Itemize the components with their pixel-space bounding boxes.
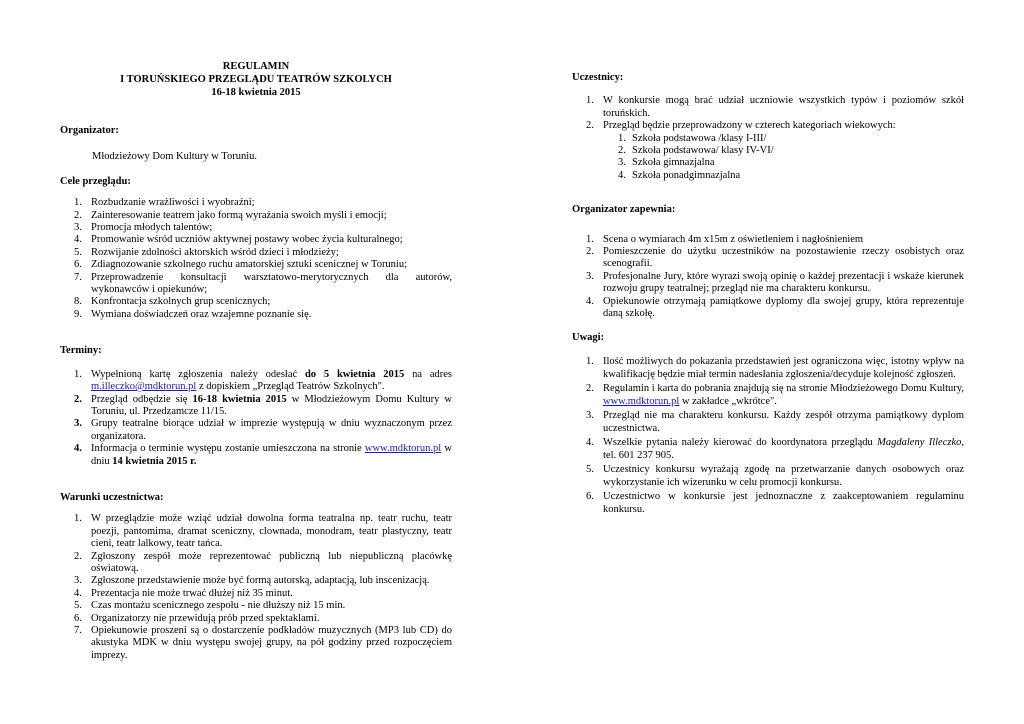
list-item: 3. Grupy teatralne biorące udział w imprezie występują w dniu wyznaczonym przez organizatora. (74, 418, 452, 442)
list-item: 3. Profesjonalne Jury, które wyrazi swoją opinię o każdej prezentacji i wskaże kierunek rozwoju grupy teatralnej; przegląd nie ma charakteru konkursu. (586, 270, 964, 295)
list-item: 4. Wszelkie pytania należy kierować do koordynatora przeglądu Magdaleny Illeczko, tel. 601 237 905. (586, 436, 964, 462)
list-item: 2. Pomieszczenie do użytku uczestników na pozostawienie rzeczy osobistych oraz scenografii. (586, 246, 964, 270)
list-item: 1. Rozbudzanie wrażliwości i wyobraźni; (74, 197, 255, 209)
zapewnia-list (572, 234, 964, 321)
list-item: 4. Promowanie wśród uczniów aktywnej postawy wobec życia kulturalnego; (74, 234, 403, 246)
list-item: 3. Szkoła gimnazjalna (618, 157, 715, 169)
uczestnicy-list (572, 95, 964, 182)
terminy-heading: Terminy: (60, 345, 102, 357)
title-line-2: I TORUŃSKIEGO PRZEGLĄDU TEATRÓW SZKOLYCH (120, 74, 392, 85)
organizator-name: Młodzieżowy Dom Kultury w Toruniu. (92, 151, 258, 163)
list-item: 1. Szkoła podstawowa /klasy I-III/ (618, 132, 767, 144)
list-item: 1. Scena o wymiarach 4m x15m z oświetleniem i nagłośnieniem (586, 233, 864, 245)
list-item: 8. Konfrontacja szkolnych grup scenicznych; (74, 296, 271, 308)
website-link[interactable]: www.mdktorun.pl (364, 443, 442, 455)
list-item: 2. Zgłoszony zespół może reprezentować publiczną lub niepubliczną placówkę oświatową. (74, 550, 452, 574)
title-line-3: 16-18 kwietnia 2015 (211, 87, 301, 98)
list-item: 2. Zainteresowanie teatrem jako formą wyrażania swoich myśli i emocji; (74, 209, 387, 221)
list-item: 9. Wymiana doświadczeń oraz wzajemne poznanie się. (74, 308, 312, 320)
list-item: 2. Przegląd odbędzie się 16-18 kwietnia 2015 w Młodzieżowym Domu Kultury w Toruniu, ul. Przedzamcze 11/15. (74, 393, 453, 417)
list-item: 1. W przeglądzie może wziąć udział dowolna forma teatralna np. teatr ruchu, teatr poezji, pantomima, dramat sceniczny, clownada, monodram, teatr plastyczny, teatr cieni, teatr lalkowy, teatr tańca. (74, 513, 452, 550)
cele-heading: Cele przeglądu: (60, 175, 131, 187)
list-item: 5. Rozwijanie zdolności aktorskich wśród dzieci i młodzieży; (74, 246, 339, 258)
list-item: 5. Czas montażu scenicznego zespołu - nie dłuższy niż 15 min. (74, 600, 346, 612)
warunki-heading: Warunki uczestnictwa: (60, 491, 164, 503)
website-link[interactable]: www.mdktorun.pl (603, 396, 680, 408)
list-item: 1. Wypełnioną kartę zgłoszenia należy odesłać do 5 kwietnia 2015 na adres m.illeczko@mdktorun.pl z dopiskiem „Przegląd Teatrów Szkolnych". (74, 368, 452, 393)
list-item: 7. Opiekunowie proszeni są o dostarczenie podkładów muzycznych (MP3 lub CD) do akustyka MDK w dniu występu swojej grupy, na pół godziny przed rozpoczęciem imprezy. (74, 625, 452, 661)
right-column (572, 72, 964, 517)
uczestnicy-heading: Uczestnicy: (572, 72, 624, 83)
list-item: 7. Przeprowadzenie konsultacji warsztatowo-merytorycznych dla autorów, wykonawców i opiekunów; (74, 271, 452, 296)
list-item: 6. Uczestnictwo w konkursie jest jednoznaczne z zaakceptowaniem regulaminu konkursu. (586, 490, 964, 516)
list-item: 2. Szkoła podstawowa/ klasy IV-VI/ (618, 145, 774, 157)
list-item: 4. Informacja o terminie występu zostanie umieszczona na stronie www.mdktorun.pl w dniu 14 kwietnia 2015 r. (74, 443, 452, 467)
list-item: 3. Przegląd nie ma charakteru konkursu. Każdy zespół otrzyma pamiątkowy dyplom uczestnictwa. (586, 409, 964, 435)
list-item: 2. Przegląd będzie przeprowadzony w czterech kategoriach wiekowych: 1. Szkoła podstawowa /klasy I-III/ 2. Szkoła podstawowa/ klasy IV-VI/ 3. Szkoła gimnazjalna 4. Szkoła ponadgimnazjalna (572, 120, 964, 182)
zapewnia-heading: Organizator zapewnia: (572, 204, 676, 216)
list-item: 1. Ilość możliwych do pokazania przedstawień jest ograniczona więc, istotny wpływ na kwalifikację będzie miał termin nadesłania zgłoszenia/decyduje kolejność zgłoszeń. (586, 355, 964, 381)
uwagi-list (572, 355, 964, 517)
title-line-1: REGULAMIN (222, 61, 290, 72)
list-item: 6. Organizatorzy nie przewidują prób przed spektaklami. (74, 612, 320, 624)
email-link[interactable]: m.illeczko@mdktorun.pl (91, 381, 197, 393)
list-item: 3. Promocja młodych talentów; (74, 222, 213, 234)
list-item: 4. Opiekunowie otrzymają pamiątkowe dyplomy dla swojej grupy, która reprezentuje daną szkołę. (586, 295, 964, 320)
kategorie-list (572, 133, 964, 183)
left-column (60, 60, 452, 662)
list-item: 2. Regulamin i karta do pobrania znajdują się na stronie Młodzieżowego Domu Kultury, www.mdktorun.pl w zakładce „wkrótce". (586, 382, 964, 408)
list-item: 3. Zgłoszone przedstawienie może być formą autorską, adaptacją, lub inscenizacją. (74, 575, 430, 587)
list-item: 4. Prezentacja nie może trwać dłużej niż 35 minut. (74, 587, 293, 599)
list-item: 5. Uczestnicy konkursu wyrażają zgodę na przetwarzanie danych osobowych oraz wykorzystanie ich wizerunku w celu promocji konkursu. (586, 463, 964, 489)
list-item: 6. Zdiagnozowanie szkolnego ruchu amatorskiej sztuki scenicznej w Toruniu; (74, 259, 408, 271)
warunki-list (60, 513, 452, 662)
document-title (60, 60, 452, 99)
cele-list (60, 197, 452, 321)
list-item: 1. W konkursie mogą brać udział uczniowie wszystkich typów i poziomów szkół toruńskich. (586, 95, 964, 119)
list-item: 4. Szkoła ponadgimnazjalna (618, 169, 741, 181)
terminy-list (60, 369, 452, 468)
uwagi-heading: Uwagi: (572, 331, 605, 343)
organizator-heading: Organizator: (60, 125, 119, 136)
